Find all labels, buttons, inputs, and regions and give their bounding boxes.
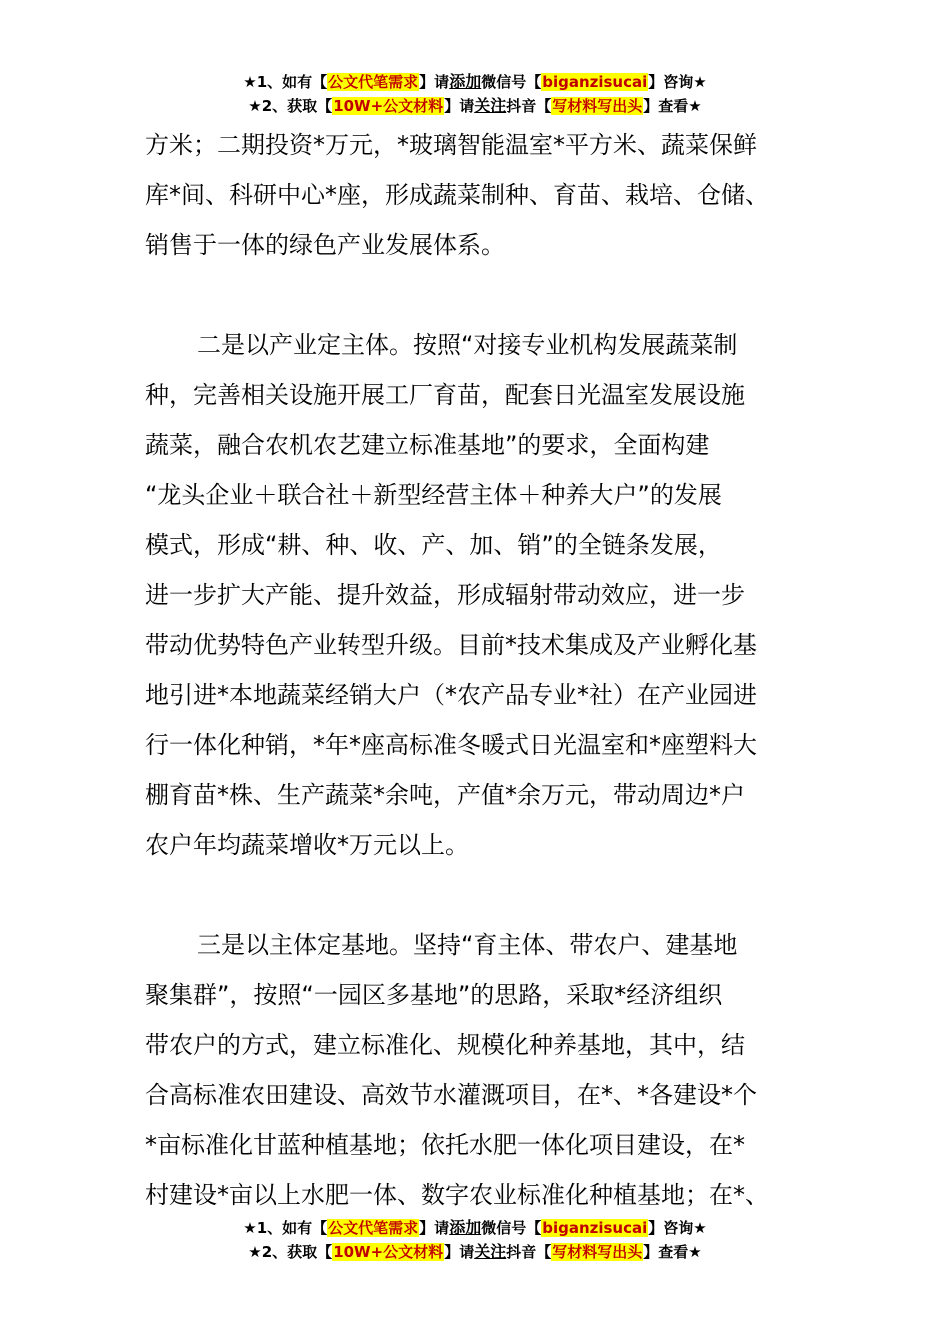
promo-text: 】请 bbox=[444, 1243, 475, 1261]
promo-text: ★2、获取【 bbox=[248, 97, 333, 115]
promo-text: 】咨询★ bbox=[648, 1219, 707, 1237]
text-line: 棚育苗*株、生产蔬菜*余吨，产值*余万元，带动周边*户 bbox=[145, 781, 745, 809]
text-line: 三是以主体定基地。坚持“育主体、带农户、建基地 bbox=[197, 931, 738, 959]
promo-text: 抖音【 bbox=[506, 97, 552, 115]
promo-highlight: 10W+公文材料 bbox=[333, 1243, 444, 1261]
promo-text: 抖音【 bbox=[506, 1243, 552, 1261]
text-line: 种，完善相关设施开展工厂育苗，配套日光温室发展设施 bbox=[145, 381, 745, 409]
promo-line-1 bbox=[0, 1216, 950, 1240]
promo-text: ★1、如有【 bbox=[243, 73, 328, 91]
text-line: 农户年均蔬菜增收*万元以上。 bbox=[145, 831, 469, 859]
text-line: 地引进*本地蔬菜经销大户（*农产品专业*社）在产业园进 bbox=[145, 681, 757, 709]
promo-highlight: 公文代笔需求 bbox=[328, 73, 419, 91]
text-line: 进一步扩大产能、提升效益，形成辐射带动效应，进一步 bbox=[145, 581, 745, 609]
text-line: 蔬菜，融合农机农艺建立标准基地”的要求，全面构建 bbox=[145, 431, 710, 459]
text-line: 模式，形成“耕、种、收、产、加、销”的全链条发展， bbox=[145, 531, 722, 559]
promo-underlined: 关注 bbox=[474, 1242, 507, 1261]
paragraph-gap bbox=[145, 270, 825, 320]
text-line: 带农户的方式，建立标准化、规模化种养基地，其中，结 bbox=[145, 1031, 745, 1059]
promo-text: 】请 bbox=[444, 97, 475, 115]
text-line: “龙头企业＋联合社＋新型经营主体＋种养大户”的发展 bbox=[145, 481, 722, 509]
paragraph-gap bbox=[145, 870, 825, 920]
promo-text: 】请 bbox=[419, 73, 450, 91]
paragraph-2 bbox=[145, 320, 825, 870]
promo-text: 】请 bbox=[419, 1219, 450, 1237]
text-line: 行一体化种销，*年*座高标准冬暖式日光温室和*座塑料大 bbox=[145, 731, 757, 759]
promo-text: 】查看★ bbox=[643, 97, 702, 115]
text-line: 聚集群”，按照“一园区多基地”的思路，采取*经济组织 bbox=[145, 981, 723, 1009]
text-line: 村建设*亩以上水肥一体、数字农业标准化种植基地；在*、 bbox=[145, 1181, 769, 1209]
text-line: 合高标准农田建设、高效节水灌溉项目，在*、*各建设*个 bbox=[145, 1081, 757, 1109]
promo-line-2 bbox=[0, 1240, 950, 1264]
promo-text: 微信号【 bbox=[481, 73, 542, 91]
text-line: 库*间、科研中心*座，形成蔬菜制种、育苗、栽培、仓储、 bbox=[145, 181, 769, 209]
promo-line-1 bbox=[0, 70, 950, 94]
text-line: 销售于一体的绿色产业发展体系。 bbox=[145, 231, 505, 259]
document-body bbox=[145, 120, 825, 1220]
promo-text: ★1、如有【 bbox=[243, 1219, 328, 1237]
promo-line-2 bbox=[0, 94, 950, 118]
text-line: 方米；二期投资*万元，*玻璃智能温室*平方米、蔬菜保鲜 bbox=[145, 131, 757, 159]
promo-banner-top bbox=[0, 70, 950, 118]
text-line: 带动优势特色产业转型升级。目前*技术集成及产业孵化基 bbox=[145, 631, 757, 659]
promo-highlight: biganzisucai bbox=[542, 73, 648, 91]
promo-underlined: 关注 bbox=[474, 96, 507, 115]
text-line: 二是以产业定主体。按照“对接专业机构发展蔬菜制 bbox=[197, 331, 738, 359]
paragraph-1 bbox=[145, 120, 825, 270]
promo-text: ★2、获取【 bbox=[248, 1243, 333, 1261]
text-line: *亩标准化甘蓝种植基地；依托水肥一体化项目建设，在* bbox=[145, 1131, 745, 1159]
promo-underlined: 添加 bbox=[449, 1218, 482, 1237]
promo-underlined: 添加 bbox=[449, 72, 482, 91]
promo-highlight: 10W+公文材料 bbox=[333, 97, 444, 115]
promo-highlight: 写材料写出头 bbox=[552, 1243, 643, 1261]
promo-highlight: 公文代笔需求 bbox=[328, 1219, 419, 1237]
paragraph-3 bbox=[145, 920, 825, 1220]
promo-text: 】咨询★ bbox=[648, 73, 707, 91]
promo-highlight: biganzisucai bbox=[542, 1219, 648, 1237]
promo-text: 微信号【 bbox=[481, 1219, 542, 1237]
promo-highlight: 写材料写出头 bbox=[552, 97, 643, 115]
promo-text: 】查看★ bbox=[643, 1243, 702, 1261]
promo-banner-bottom bbox=[0, 1216, 950, 1264]
